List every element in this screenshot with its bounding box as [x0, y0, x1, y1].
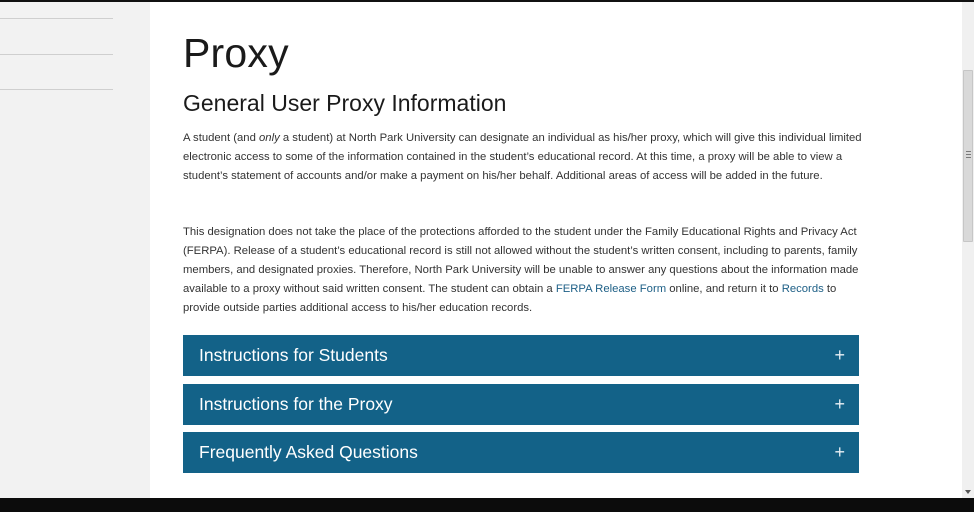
ferpa-paragraph	[183, 223, 863, 318]
plus-icon[interactable]: +	[834, 345, 845, 365]
plus-icon[interactable]: +	[834, 442, 845, 462]
accordion-frequently-asked-questions[interactable]	[183, 432, 859, 473]
scrollbar-grip-icon	[966, 151, 971, 158]
plus-icon[interactable]: +	[834, 394, 845, 414]
records-link[interactable]: Records	[781, 283, 824, 295]
intro-paragraph	[183, 129, 863, 186]
ferpa-release-form-link[interactable]: FERPA Release Form	[555, 283, 667, 295]
page-title: Proxy	[183, 30, 289, 76]
sidebar-divider	[0, 54, 113, 55]
accordion-label: Instructions for Students	[199, 345, 388, 365]
intro-text-end: a student) at North Park University can designate an individual as his/her proxy, which will give this individual limited electronic access to some of the information contained in the student’s educational record. At this time, a proxy will be able to view a student’s statement of accounts and/or make a payment on his/her behalf. Additional areas of access will be added in the future.	[183, 132, 862, 182]
intro-emphasis: only	[259, 132, 280, 144]
accordion-label: Frequently Asked Questions	[199, 442, 418, 462]
sidebar-divider	[0, 89, 113, 90]
accordion-instructions-for-students[interactable]	[183, 335, 859, 376]
ferpa-text-1: This designation does not take the place of the protections afforded to the student under the Family Educational Rights and Privacy Act (FERPA). Release of a student’s educational record is still not allowed without the student’s written consent, including to parents, family members, and designated proxies. Therefore, North Park University will be unable to answer any questions about the information made available to a proxy without said written consent. The student can obtain a	[183, 226, 859, 295]
ferpa-text-3: to provide outside parties additional access to his/her education records.	[183, 283, 837, 314]
section-title: General User Proxy Information	[183, 90, 507, 116]
scroll-down-arrow-icon[interactable]	[965, 490, 971, 494]
intro-text-start: A student (and	[183, 132, 259, 144]
vertical-scrollbar[interactable]	[962, 2, 974, 498]
taskbar-edge	[0, 498, 974, 512]
accordion-label: Instructions for the Proxy	[199, 394, 393, 414]
main-content	[150, 2, 962, 498]
sidebar-divider	[0, 18, 113, 19]
ferpa-text-2: online, and return it to	[666, 283, 782, 295]
accordion-instructions-for-the-proxy[interactable]	[183, 384, 859, 425]
scrollbar-thumb[interactable]	[963, 70, 973, 242]
left-sidebar	[0, 2, 150, 498]
